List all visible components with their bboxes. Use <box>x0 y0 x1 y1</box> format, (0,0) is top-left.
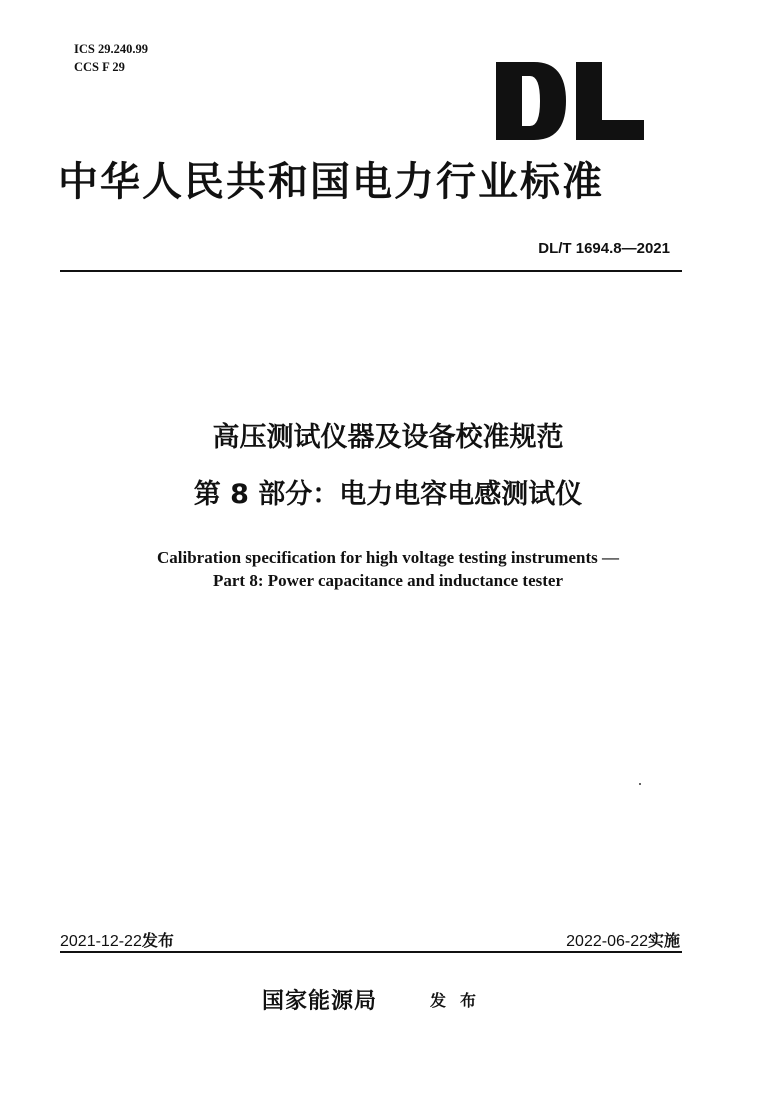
industry-standard-title: 中华人民共和国电力行业标准 <box>58 158 604 205</box>
implementation-date-label: 实施 <box>647 931 680 950</box>
english-title-line2: Part 8: Power capacitance and inductance tester <box>213 571 563 590</box>
issuing-authority: 国家能源局 <box>262 988 378 1014</box>
issue-word: 发布 <box>430 991 491 1010</box>
bottom-divider <box>60 951 682 953</box>
issue-date-value: 2021-12-22 <box>60 933 142 950</box>
standard-number: DL/T 1694.8—2021 <box>538 240 670 257</box>
issue-date <box>60 928 174 951</box>
english-title-line1: Calibration specification for high voltage testing instruments — <box>157 548 619 567</box>
chinese-title-line2: 第 8 部分：电力电容电感测试仪 <box>193 479 583 510</box>
classification-codes <box>74 40 148 76</box>
dl-logo <box>496 62 644 140</box>
implementation-date-value: 2022-06-22 <box>566 933 648 950</box>
implementation-date <box>566 928 680 951</box>
issue-date-label: 发布 <box>141 931 174 950</box>
ccs-code: CCS F 29 <box>74 60 125 74</box>
ics-code: ICS 29.240.99 <box>74 42 148 56</box>
scan-speck <box>639 783 641 785</box>
chinese-title-line1: 高压测试仪器及设备校准规范 <box>212 422 564 453</box>
top-divider <box>60 270 682 272</box>
